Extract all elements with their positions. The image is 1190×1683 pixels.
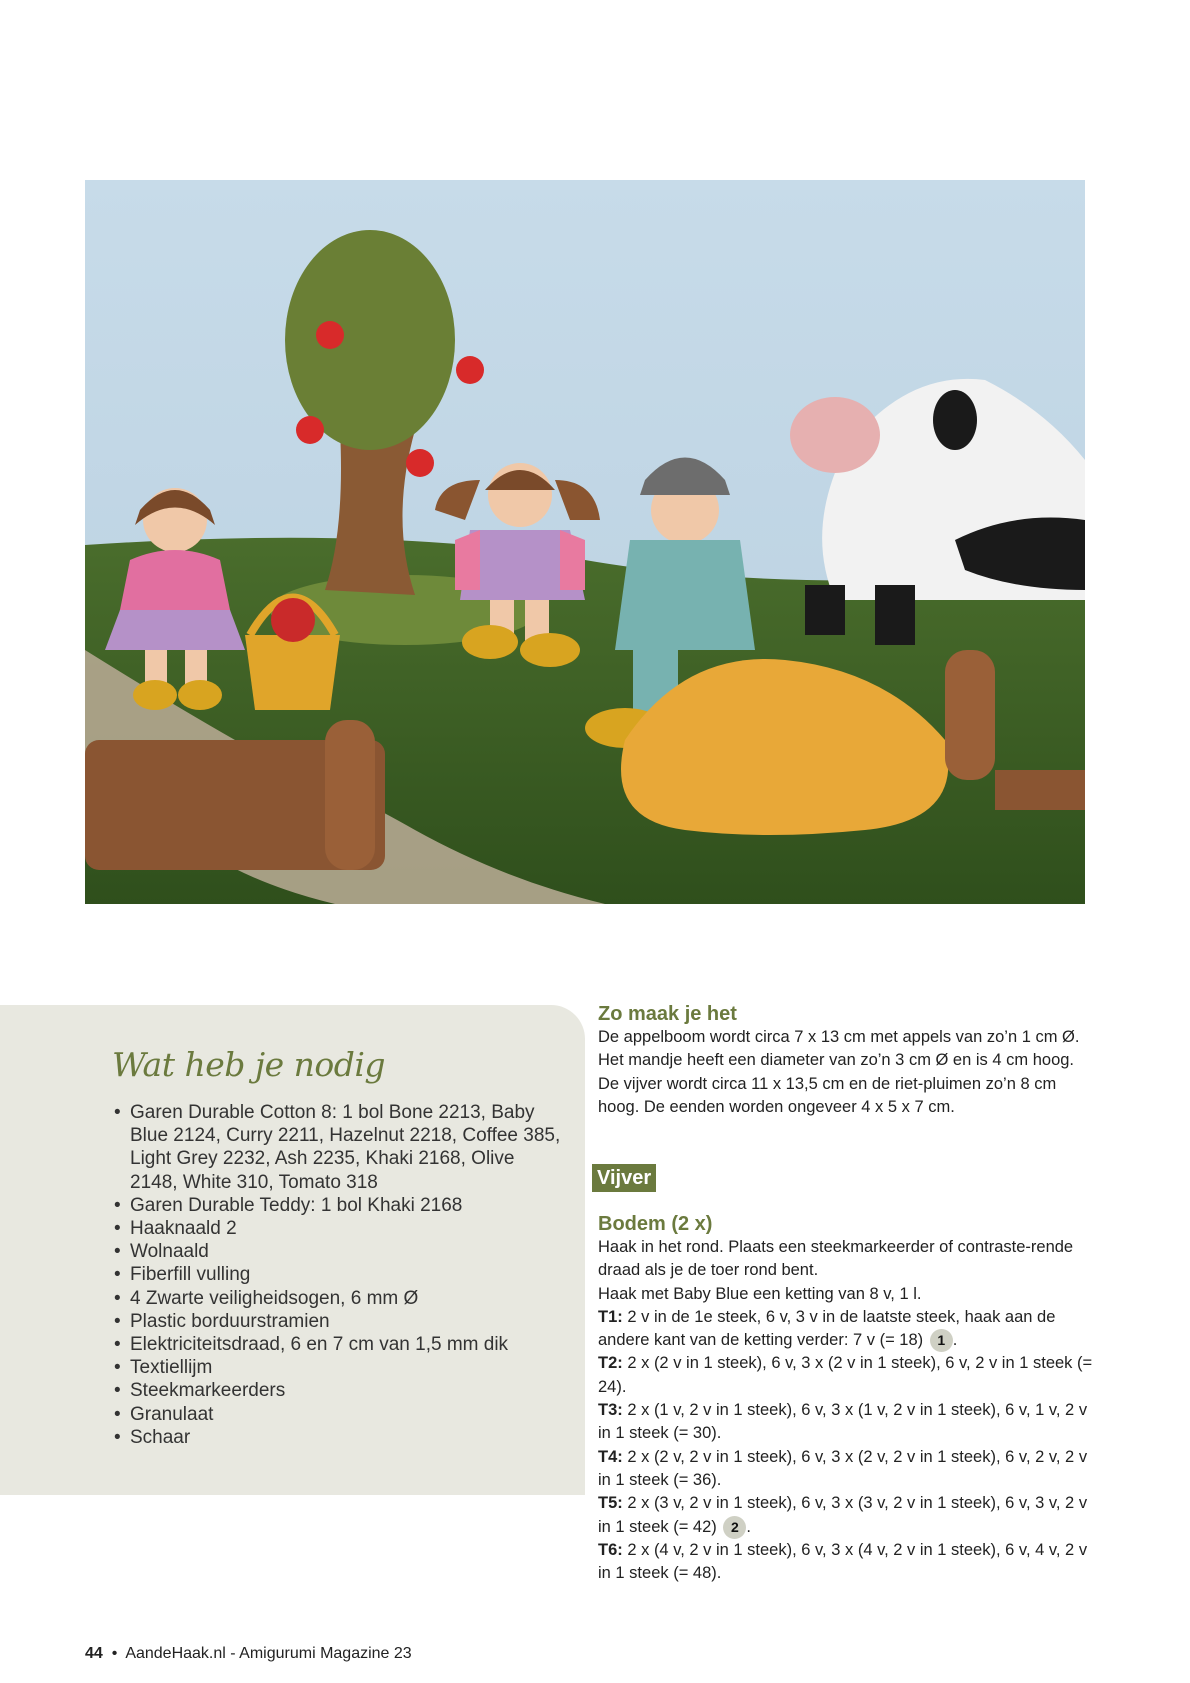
round-label: T4: [598, 1447, 623, 1466]
bodem-intro-1: Haak in het rond. Plaats een steekmarkeerder of contraste-rende draad als je de toer rond bent. [598, 1238, 1074, 1280]
round-3 [598, 1399, 1098, 1446]
list-item: • Garen Durable Cotton 8: 1 bol Bone 2213, Baby Blue 2124, Curry 2211, Hazelnut 2218, Coffee 385, Light Grey 2232, Ash 2235, Khaki 2168, Olive 2148, White 310, Tomato 318 [112, 1101, 567, 1194]
round-label: T2: [598, 1354, 623, 1373]
round-label: T6: [598, 1540, 623, 1559]
round-text: 2 x (4 v, 2 v in 1 steek), 6 v, 3 x (4 v, 2 v in 1 steek), 6 v, 4 v, 2 v in 1 steek (= 48). [598, 1540, 1088, 1583]
round-text: 2 x (1 v, 2 v in 1 steek), 6 v, 3 x (1 v, 2 v in 1 steek), 6 v, 1 v, 2 v in 1 steek (= 30). [598, 1401, 1088, 1443]
materials-title: Wat heb je nodig [112, 1045, 386, 1084]
round-5: T5: 2 x (3 v, 2 v in 1 steek), 6 v, 3 x (3 v, 2 v in 1 steek), 6 v, 3 v, 2 v in 1 steek (= 42) 2 . [598, 1492, 1098, 1539]
bodem-intro-2: Haak met Baby Blue een ketting van 8 v, 1 l. [598, 1284, 922, 1303]
list-item: • Wolnaald [112, 1240, 567, 1263]
list-item: • Granulaat [112, 1403, 567, 1426]
intro-text: De appelboom wordt circa 7 x 13 cm met appels van zo’n 1 cm Ø. Het mandje heeft een diameter van zo’n 3 cm Ø en is 4 cm hoog. De vijver wordt circa 11 x 13,5 cm en de riet-pluimen zo’n 8 cm hoog. De eenden worden ongeveer 4 x 5 x 7 cm. [598, 1028, 1080, 1116]
list-item: • Plastic borduurstramien [112, 1310, 567, 1333]
list-item: • Steekmarkeerders [112, 1379, 567, 1402]
list-item: • 4 Zwarte veiligheidsogen, 6 mm Ø [112, 1287, 567, 1310]
round-text: 2 x (3 v, 2 v in 1 steek), 6 v, 3 x (3 v, 2 v in 1 steek), 6 v, 3 v, 2 v in 1 steek (= 42) [598, 1494, 1088, 1536]
round-1: T1: 2 v in de 1e steek, 6 v, 3 v in de laatste steek, haak aan de andere kant van de ketting verder: 7 v (= 18) 1 . [598, 1306, 1098, 1353]
round-text: 2 x (2 v, 2 v in 1 steek), 6 v, 3 x (2 v, 2 v in 1 steek), 6 v, 2 v, 2 v in 1 steek (= 36). [598, 1447, 1088, 1489]
footer-bullet: • [111, 1645, 118, 1662]
round-6 [598, 1539, 1098, 1586]
step-badge: 1 [930, 1329, 953, 1352]
round-label: T3: [598, 1401, 623, 1420]
section-badge: Vijver [592, 1164, 656, 1192]
materials-panel [0, 1005, 585, 1495]
round-text: 2 v in de 1e steek, 6 v, 3 v in de laatste steek, haak aan de andere kant van de ketting verder: 7 v (= 18) [598, 1307, 1056, 1350]
list-item: • Fiberfill vulling [112, 1263, 567, 1286]
round-label: T5: [598, 1494, 623, 1513]
materials-list [112, 1101, 567, 1449]
list-item: • Garen Durable Teddy: 1 bol Khaki 2168 [112, 1194, 567, 1217]
round-text: 2 x (2 v in 1 steek), 6 v, 3 x (2 v in 1 steek), 6 v, 2 v in 1 steek (= 24). [598, 1354, 1093, 1396]
crochet-farm-scene-photo [85, 180, 1085, 904]
list-item: • Haaknaald 2 [112, 1217, 567, 1240]
list-item: • Textiellijm [112, 1356, 567, 1379]
bodem-instructions [598, 1236, 1098, 1585]
page-footer [85, 1645, 412, 1663]
step-badge: 2 [723, 1516, 746, 1539]
photo-illustration [85, 180, 1085, 904]
list-item: • Schaar [112, 1426, 567, 1449]
round-2 [598, 1352, 1098, 1399]
page-number: 44 [85, 1645, 103, 1662]
round-label: T1: [598, 1307, 623, 1326]
bodem-heading: Bodem (2 x) [598, 1213, 713, 1235]
footer-text: AandeHaak.nl - Amigurumi Magazine 23 [125, 1645, 412, 1662]
intro-heading: Zo maak je het [598, 1003, 737, 1025]
round-4 [598, 1446, 1098, 1493]
list-item: • Elektriciteitsdraad, 6 en 7 cm van 1,5 mm dik [112, 1333, 567, 1356]
